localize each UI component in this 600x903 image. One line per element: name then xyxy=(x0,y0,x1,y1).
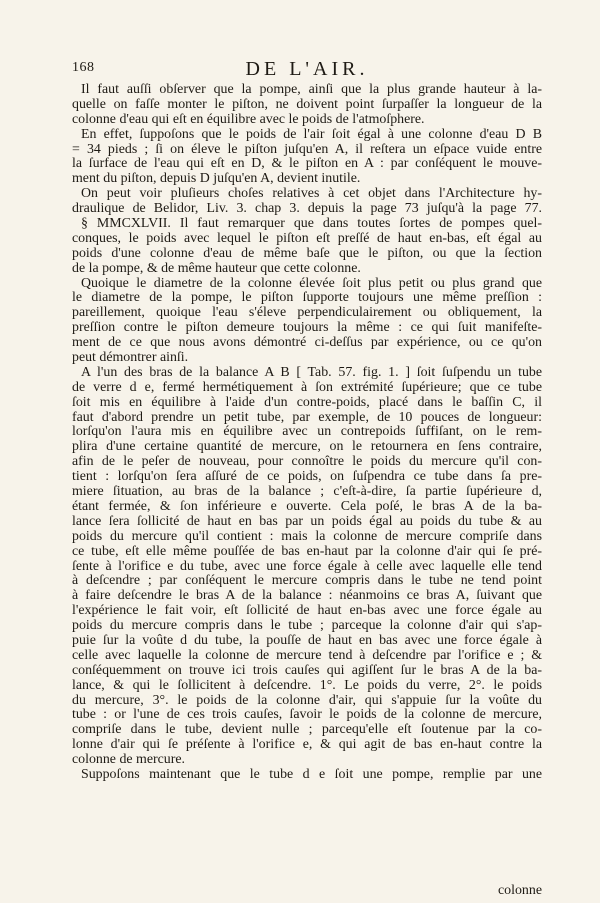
text-line: le diametre de la pompe, le piſton ſupporte toujours une même preſſion : xyxy=(72,290,542,306)
text-line: puie ſur la voûte d du tube, la pouſſe de haut en bas avec une force égale à xyxy=(72,632,542,648)
text-line: conques, le poids avec lequel le piſton eſt preſſé de haut en-bas, eſt égal au xyxy=(72,230,542,246)
text-line: ment de ce que nous avons démontré ci-deſſus par expérience, ou ce qu'on xyxy=(72,335,542,351)
text-line: colonne d'eau qui eſt en équilibre avec le poids de l'atmoſphere. xyxy=(72,111,425,127)
text-line: compriſe dans le tube, devient nulle ; parcequ'elle eſt ſoutenue par la co- xyxy=(72,722,542,738)
text-line: ment du piſton, depuis D juſqu'en A, devient inutile. xyxy=(72,171,361,187)
text-line: peut démontrer ainſi. xyxy=(72,350,189,366)
text-line: § MMCXLVII. Il faut remarquer que dans toutes ſortes de pompes quel- xyxy=(81,216,542,232)
text-line: poids du mercure qu'il contient : mais la colonne de mercure compriſe dans xyxy=(72,528,542,544)
text-line: On peut voir pluſieurs choſes relatives à cet objet dans l'Architecture hy- xyxy=(81,186,542,202)
text-line: poids d'une colonne d'eau de même baſe que le piſton, ou que la ſection xyxy=(72,245,542,261)
text-line: Suppoſons maintenant que le tube d e ſoit une pompe, remplie par une xyxy=(81,766,542,782)
text-line: lonne d'air qui ſe préſente à l'orifice e, & qui agit de bas en-haut contre la xyxy=(72,737,542,753)
text-line: faut d'abord prendre un petit tube, par exemple, de 10 pouces de longueur: xyxy=(72,409,542,425)
catchword: colonne xyxy=(498,883,542,898)
text-line: miere ſituation, au bras de la balance ; c'eſt-à-dire, ſa partie ſupérieure d, xyxy=(72,484,542,500)
text-line: l'expérience le fait voir, eſt ſollicité de haut en-bas avec une force égale au xyxy=(72,603,542,619)
text-line: A l'un des bras de la balance A B [ Tab. 57. fig. 1. ] ſoit ſuſpendu un tube xyxy=(81,364,542,380)
text-line: la ſurface de l'eau qui eſt en D, & le piſton en A : par conſéquent le mouve- xyxy=(72,156,542,172)
text-line: celle avec laquelle la colonne de mercure tend à deſcendre par l'orifice e ; & xyxy=(72,647,542,663)
text-line: tube : or l'une de ces trois cauſes, ſavoir le poids de la colonne de mercure, xyxy=(72,707,542,723)
running-head: DE L'AIR. xyxy=(245,58,369,80)
text-line: plira d'une certaine quantité de mercure, on le retournera en ſens contraire, xyxy=(72,439,542,455)
text-line: ſente à l'orifice e du tube, avec une force égale à celle avec laquelle elle tend xyxy=(72,558,542,574)
text-line: du mercure, 3°. le poids de la colonne d'air, qui s'appuie ſur la voûte du xyxy=(72,692,542,708)
text-line: quelle on faſſe monter le piſton, ne doivent point ſurpaſſer la longueur de la xyxy=(72,96,542,112)
body-text xyxy=(72,83,542,783)
text-line: draulique de Belidor, Liv. 3. chap 3. depuis la page 73 juſqu'à la page 77. xyxy=(72,201,542,217)
text-line: Il faut auſſi obſerver que la pompe, ainſi que la plus grande hauteur à la- xyxy=(81,82,542,97)
text-line: preſſion contre le piſton demeure toujours la même : ce qui ſuit manifeſte- xyxy=(72,320,542,336)
text-line: En effet, ſuppoſons que le poids de l'air ſoit égal à une colonne d'eau D B xyxy=(81,126,542,142)
text-line: conſéquemment on trouve ici trois cauſes qui agiſſent ſur le bras A de la ba- xyxy=(72,662,542,678)
text-line: lance ſera ſollicité de haut en bas par un poids égal au poids du tube & au xyxy=(72,513,542,529)
text-line: de la pompe, & de même hauteur que cette colonne. xyxy=(72,260,361,276)
text-line: à faire deſcendre le bras A de la balance : néanmoins ce bras A, ſuivant que xyxy=(72,588,542,604)
text-line: à deſcendre ; par conſéquent le mercure compris dans le tube ne tend point xyxy=(72,573,542,589)
text-line: de verre d e, fermé hermétiquement à ſon extrémité ſupérieure; que ce tube xyxy=(72,379,542,395)
text-line: = 34 pieds ; ſi on éleve le piſton juſqu'en A, il reſtera un eſpace vuide entre xyxy=(72,141,542,157)
text-line: poids du mercure compris dans le tube ; parceque la colonne d'air qui s'ap- xyxy=(72,618,542,634)
page-number: 168 xyxy=(72,60,95,75)
text-line: lance, & qui le ſollicitent à deſcendre. 1°. Le poids du verre, 2°. le poids xyxy=(72,677,542,693)
text-line: ce tube, eſt elle même pouſſée de bas en-haut par la colonne d'air qui ſe pré- xyxy=(72,543,542,559)
text-line: Quoique le diametre de la colonne élevée ſoit plus petit ou plus grand que xyxy=(81,275,542,291)
text-line: ſoit mis en équilibre à l'aide d'un contre-poids, placé dans le baſſin C, il xyxy=(72,394,542,410)
text-line: lorſqu'on l'aura mis en équilibre avec un contrepoids ſuffiſant, on le rem- xyxy=(72,424,542,440)
text-line: étant fermée, & ſon inférieure e ouverte. Cela poſé, le bras A de la ba- xyxy=(72,498,542,514)
text-line: afin de le peſer de nouveau, pour connoître le poids du mercure qu'il con- xyxy=(72,454,542,470)
text-line: tient : lorſqu'on ſera aſſuré de ce poids, on ſuſpendra ce tube dans ſa pre- xyxy=(72,469,542,485)
text-line: colonne de mercure. xyxy=(72,752,185,768)
text-line: pareillement, quoique l'eau s'éleve perpendiculairement ou obliquement, la xyxy=(72,305,542,321)
